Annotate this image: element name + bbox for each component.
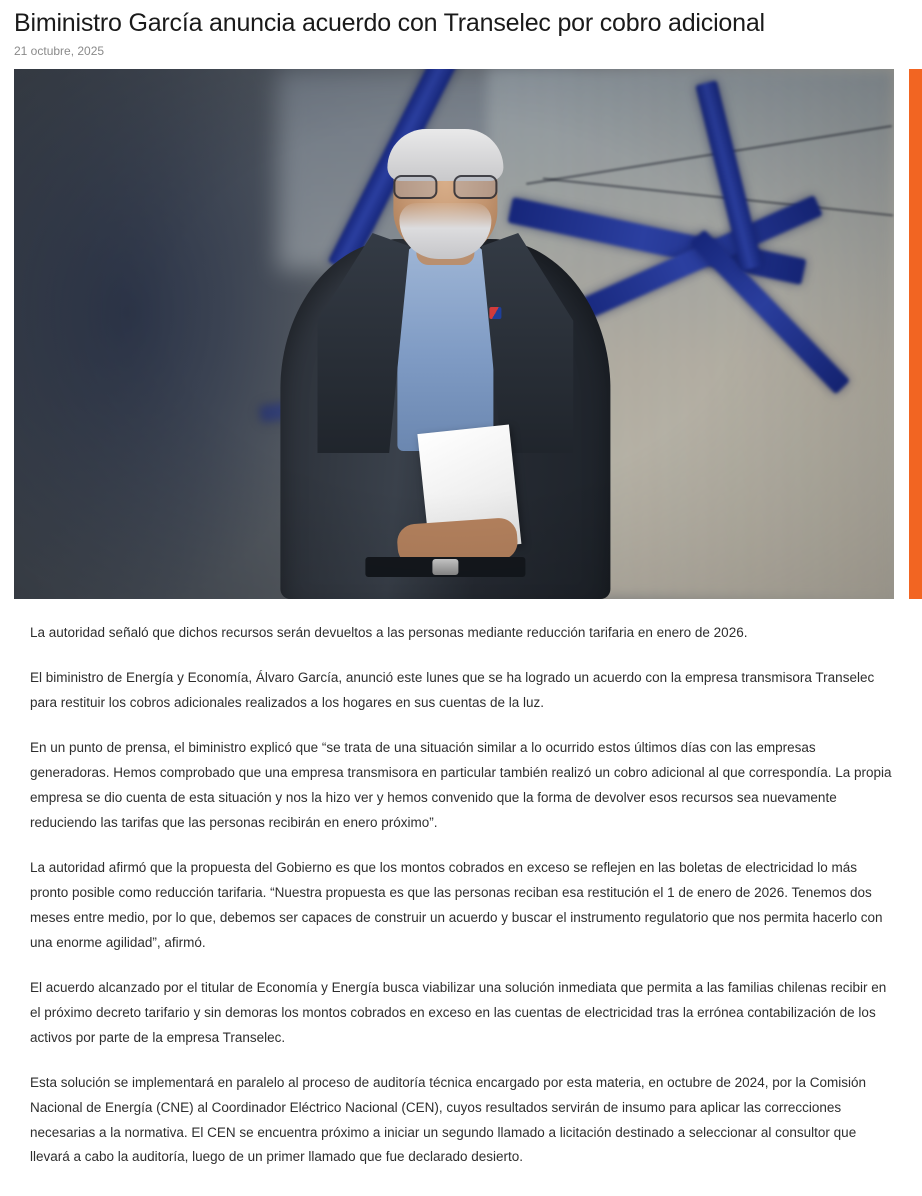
article-paragraph: La autoridad afirmó que la propuesta del Gobierno es que los montos cobrados en exceso se reflejen en las boletas de electricidad lo más pronto posible como reducción tarifaria. “Nuestra propuesta es que las personas reciban esa restitución el 1 de enero de 2026. Tenemos dos meses entre medio, por lo que, debemos ser capaces de construir un acuerdo y buscar el instrumento regulatorio que nos permita hacerlo con una enorme agilidad”, afirmó. [30, 859, 883, 950]
hero-section [0, 69, 922, 599]
article-paragraph: Esta solución se implementará en paralelo al proceso de auditoría técnica encargado por esta materia, en octubre de 2024, por la Comisión Nacional de Energía (CNE) al Coordinador Eléctrico Nacional (CEN), cuyos resultados servirán de insumo para aplicar las correcciones necesarias a la normativa. El CEN se encuentra próximo a iniciar un segundo llamado a licitación destinado a seleccionar al consultor que llevará a cabo la auditoría, luego de un primer llamado que fue declarado desierto. [30, 1074, 866, 1165]
dress-shirt [397, 241, 493, 451]
flag-pin [489, 307, 501, 319]
article-body [0, 599, 922, 1196]
publish-date: 21 octubre, 2025 [14, 44, 105, 58]
hair [387, 129, 503, 181]
article-paragraph: El biministro de Energía y Economía, Álvaro García, anunció este lunes que se ha logrado un acuerdo con la empresa transmisora Transelec para restituir los cobros adicionales realizados a los hogares en sus cuentas de la luz. [30, 669, 875, 710]
page-title: Biministro García anuncia acuerdo con Transelec por cobro adicional [14, 9, 765, 37]
accent-bar [909, 69, 922, 599]
person-figure [230, 129, 660, 599]
article-paragraph: La autoridad señaló que dichos recursos serán devueltos a las personas mediante reducción tarifaria en enero de 2026. [30, 625, 748, 640]
hero-image [14, 69, 894, 599]
belt-buckle [432, 559, 458, 575]
glasses-icon [393, 175, 497, 195]
article-paragraph: En un punto de prensa, el biministro explicó que “se trata de una situación similar a lo ocurrido estos últimos días con las empresas generadoras. Hemos comprobado que una empresa transmisora en particular también realizó un cobro adicional al que correspondía. La propia empresa se dio cuenta de esta situación y nos la hizo ver y hemos convenido que la forma de devolver esos recursos sea nuevamente reduciendo las tarifas que las personas recibirán en enero próximo”. [30, 739, 892, 830]
article-paragraph: El acuerdo alcanzado por el titular de Economía y Energía busca viabilizar una solución inmediata que permita a las familias chilenas recibir en el próximo decreto tarifario y sin demoras los montos cobrados en exceso en las cuentas de electricidad tras la errónea contabilización de los activos por parte de la empresa Transelec. [30, 979, 887, 1045]
